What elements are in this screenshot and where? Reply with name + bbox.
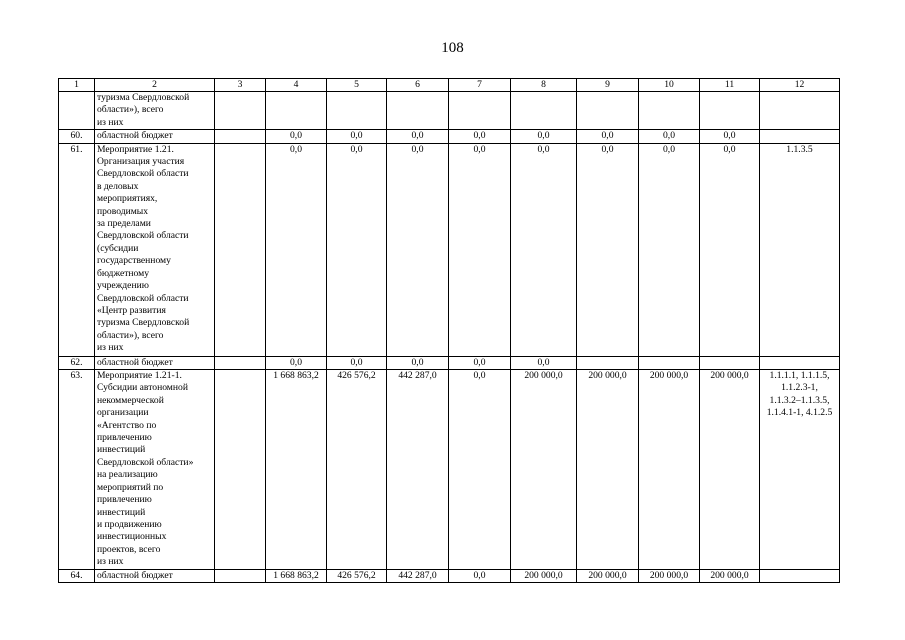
cell-col7: 0,0 bbox=[449, 130, 511, 143]
cell-col9: 0,0 bbox=[577, 130, 639, 143]
column-header: 3 bbox=[215, 79, 266, 92]
row-name: Мероприятие 1.21-1. Субсидии автономной некоммерческой организации «Агентство по привлечению инвестиций Свердловской области» на реализацию мероприятий по привлечению инвестиций и продвижению инвестиционных проектов, всего из них bbox=[95, 370, 215, 570]
column-header: 7 bbox=[449, 79, 511, 92]
row-number: 62. bbox=[59, 356, 95, 369]
cell-col8: 0,0 bbox=[511, 356, 577, 369]
cell-col11: 0,0 bbox=[700, 143, 760, 356]
cell-col11: 200 000,0 bbox=[700, 569, 760, 582]
row-number: 60. bbox=[59, 130, 95, 143]
cell-col9 bbox=[577, 92, 639, 130]
cell-col8: 200 000,0 bbox=[511, 370, 577, 570]
cell-col3 bbox=[215, 143, 266, 356]
cell-col4: 0,0 bbox=[266, 356, 327, 369]
cell-col12 bbox=[760, 130, 840, 143]
cell-col5: 0,0 bbox=[327, 356, 387, 369]
column-header: 4 bbox=[266, 79, 327, 92]
cell-col12 bbox=[760, 569, 840, 582]
row-name: Мероприятие 1.21. Организация участия Свердловской области в деловых мероприятиях, проводимых за пределами Свердловской области (субсидии государственному бюджетному учреждению Свердловской области «Центр развития туризма Свердловской области»), всего из них bbox=[95, 143, 215, 356]
cell-col12 bbox=[760, 356, 840, 369]
cell-col4 bbox=[266, 92, 327, 130]
row-name: туризма Свердловской области»), всего из них bbox=[95, 92, 215, 130]
table-row bbox=[59, 356, 840, 369]
cell-col5: 0,0 bbox=[327, 143, 387, 356]
cell-col6: 0,0 bbox=[387, 130, 449, 143]
cell-col5: 0,0 bbox=[327, 130, 387, 143]
cell-col8: 0,0 bbox=[511, 130, 577, 143]
cell-col4: 0,0 bbox=[266, 143, 327, 356]
cell-col5: 426 576,2 bbox=[327, 370, 387, 570]
cell-col8 bbox=[511, 92, 577, 130]
column-header: 6 bbox=[387, 79, 449, 92]
cell-col3 bbox=[215, 356, 266, 369]
table-header-row bbox=[59, 79, 840, 92]
column-header: 11 bbox=[700, 79, 760, 92]
column-header: 2 bbox=[95, 79, 215, 92]
cell-col11: 200 000,0 bbox=[700, 370, 760, 570]
table-row bbox=[59, 370, 840, 570]
cell-col9 bbox=[577, 356, 639, 369]
cell-col12 bbox=[760, 92, 840, 130]
cell-col3 bbox=[215, 370, 266, 570]
row-number: 63. bbox=[59, 370, 95, 570]
column-header: 5 bbox=[327, 79, 387, 92]
page-number: 108 bbox=[441, 40, 464, 56]
cell-col11 bbox=[700, 92, 760, 130]
cell-col9: 0,0 bbox=[577, 143, 639, 356]
cell-col5 bbox=[327, 92, 387, 130]
column-header: 1 bbox=[59, 79, 95, 92]
cell-col3 bbox=[215, 569, 266, 582]
column-header: 8 bbox=[511, 79, 577, 92]
cell-col11 bbox=[700, 356, 760, 369]
row-name: областной бюджет bbox=[95, 130, 215, 143]
cell-col7 bbox=[449, 92, 511, 130]
cell-col5: 426 576,2 bbox=[327, 569, 387, 582]
row-name: областной бюджет bbox=[95, 356, 215, 369]
cell-col3 bbox=[215, 92, 266, 130]
cell-col6: 0,0 bbox=[387, 143, 449, 356]
table-row bbox=[59, 130, 840, 143]
cell-col6: 0,0 bbox=[387, 356, 449, 369]
cell-col4: 1 668 863,2 bbox=[266, 370, 327, 570]
cell-col10 bbox=[639, 356, 700, 369]
row-number: 64. bbox=[59, 569, 95, 582]
cell-col7: 0,0 bbox=[449, 569, 511, 582]
cell-col7: 0,0 bbox=[449, 356, 511, 369]
cell-col3 bbox=[215, 130, 266, 143]
cell-col4: 1 668 863,2 bbox=[266, 569, 327, 582]
cell-col6: 442 287,0 bbox=[387, 569, 449, 582]
cell-col10: 0,0 bbox=[639, 143, 700, 356]
table-row bbox=[59, 92, 840, 130]
cell-col11: 0,0 bbox=[700, 130, 760, 143]
column-header: 10 bbox=[639, 79, 700, 92]
cell-col9: 200 000,0 bbox=[577, 569, 639, 582]
cell-col9: 200 000,0 bbox=[577, 370, 639, 570]
row-name: областной бюджет bbox=[95, 569, 215, 582]
cell-col10: 0,0 bbox=[639, 130, 700, 143]
table-row bbox=[59, 569, 840, 582]
cell-col4: 0,0 bbox=[266, 130, 327, 143]
column-header: 12 bbox=[760, 79, 840, 92]
cell-col6: 442 287,0 bbox=[387, 370, 449, 570]
cell-col8: 0,0 bbox=[511, 143, 577, 356]
row-number bbox=[59, 92, 95, 130]
cell-col10: 200 000,0 bbox=[639, 370, 700, 570]
cell-col6 bbox=[387, 92, 449, 130]
cell-col8: 200 000,0 bbox=[511, 569, 577, 582]
cell-col7: 0,0 bbox=[449, 143, 511, 356]
column-header: 9 bbox=[577, 79, 639, 92]
cell-col12: 1.1.3.5 bbox=[760, 143, 840, 356]
cell-col10 bbox=[639, 92, 700, 130]
cell-col10: 200 000,0 bbox=[639, 569, 700, 582]
table-row bbox=[59, 143, 840, 356]
row-number: 61. bbox=[59, 143, 95, 356]
cell-col7: 0,0 bbox=[449, 370, 511, 570]
cell-col12: 1.1.1.1, 1.1.1.5, 1.1.2.3-1, 1.1.3.2–1.1.3.5, 1.1.4.1-1, 4.1.2.5 bbox=[760, 370, 840, 570]
budget-table bbox=[58, 78, 840, 583]
